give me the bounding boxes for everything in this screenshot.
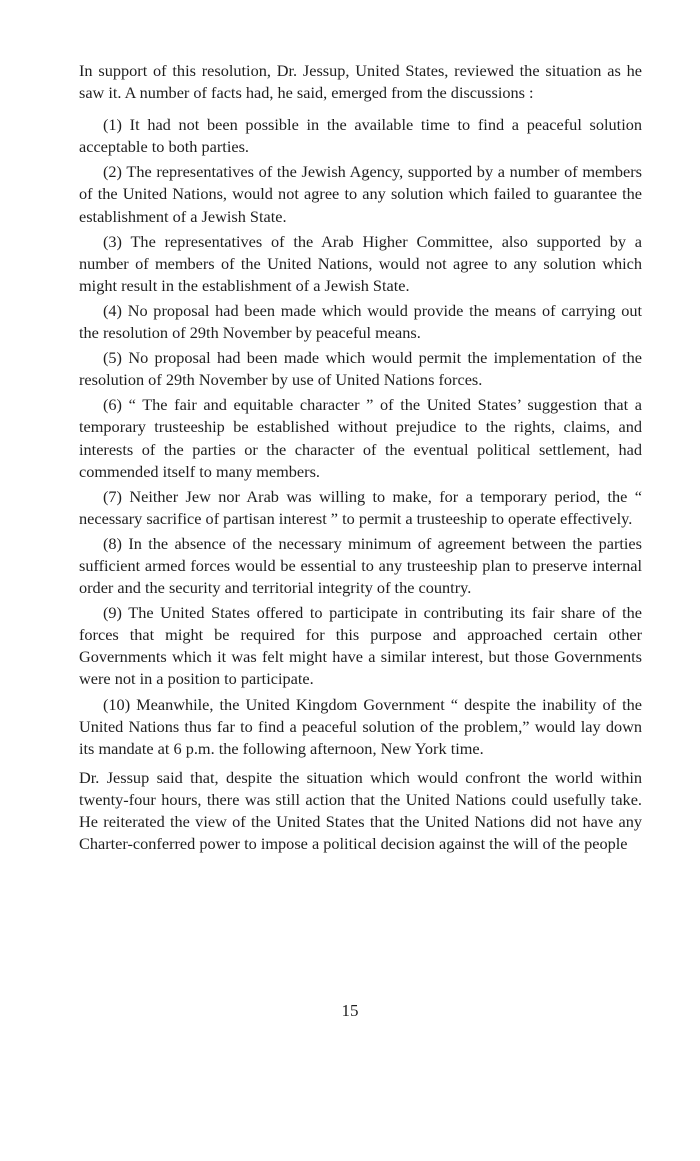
fact-item-3: (3) The representatives of the Arab Higher Committee, also supported by a number of members of the United Nations, would not agree to any solution which might result in the establishment of a Jewish State. bbox=[79, 231, 642, 295]
closing-paragraph: Dr. Jessup said that, despite the situation which would confront the world within twenty-four hours, there was still action that the United Nations could usefully take. He reiterated the view of the United States that the United Nations did not have any Charter-conferred power to impose a political decision against the will of the people bbox=[79, 767, 642, 854]
page-number: 15 bbox=[341, 1001, 359, 1020]
page-body bbox=[79, 60, 642, 855]
fact-item-5: (5) No proposal had been made which would permit the implementation of the resolution of 29th November by use of United Nations forces. bbox=[79, 348, 642, 390]
fact-item-10: (10) Meanwhile, the United Kingdom Government “ despite the inability of the United Nations thus far to find a peaceful solution of the problem,” would lay down its mandate at 6 p.m. the following afternoon, New York time. bbox=[79, 694, 642, 758]
fact-item-2: (2) The representatives of the Jewish Agency, supported by a number of members of the United Nations, would not agree to any solution which failed to guarantee the establishment of a Jewish State. bbox=[79, 162, 642, 226]
fact-item-4: (4) No proposal had been made which would provide the means of carrying out the resolution of 29th November by peaceful means. bbox=[79, 300, 642, 343]
fact-item-9: (9) The United States offered to participate in contributing its fair share of the forces that might be required for this purpose and approached certain other Governments which it was felt might have a similar interest, but those Governments were not in a position to participate. bbox=[79, 603, 642, 689]
intro-paragraph: In support of this resolution, Dr. Jessup, United States, reviewed the situation as he saw it. A number of facts had, he said, emerged from the discussions : bbox=[79, 61, 642, 103]
fact-item-6: (6) “ The fair and equitable character ” of the United States’ suggestion that a temporary trusteeship be established without prejudice to the rights, claims, and interests of the parties or the character of the eventual political settlement, had commended itself to many members. bbox=[79, 395, 642, 481]
fact-item-1: (1) It had not been possible in the available time to find a peaceful solution acceptable to both parties. bbox=[79, 115, 642, 157]
fact-item-8: (8) In the absence of the necessary minimum of agreement between the parties sufficient armed forces would be essential to any trusteeship plan to preserve internal order and the security and territorial integrity of the country. bbox=[79, 533, 642, 598]
fact-item-7: (7) Neither Jew nor Arab was willing to make, for a temporary period, the “ necessary sacrifice of partisan interest ” to permit a trusteeship to operate effectively. bbox=[79, 486, 642, 528]
